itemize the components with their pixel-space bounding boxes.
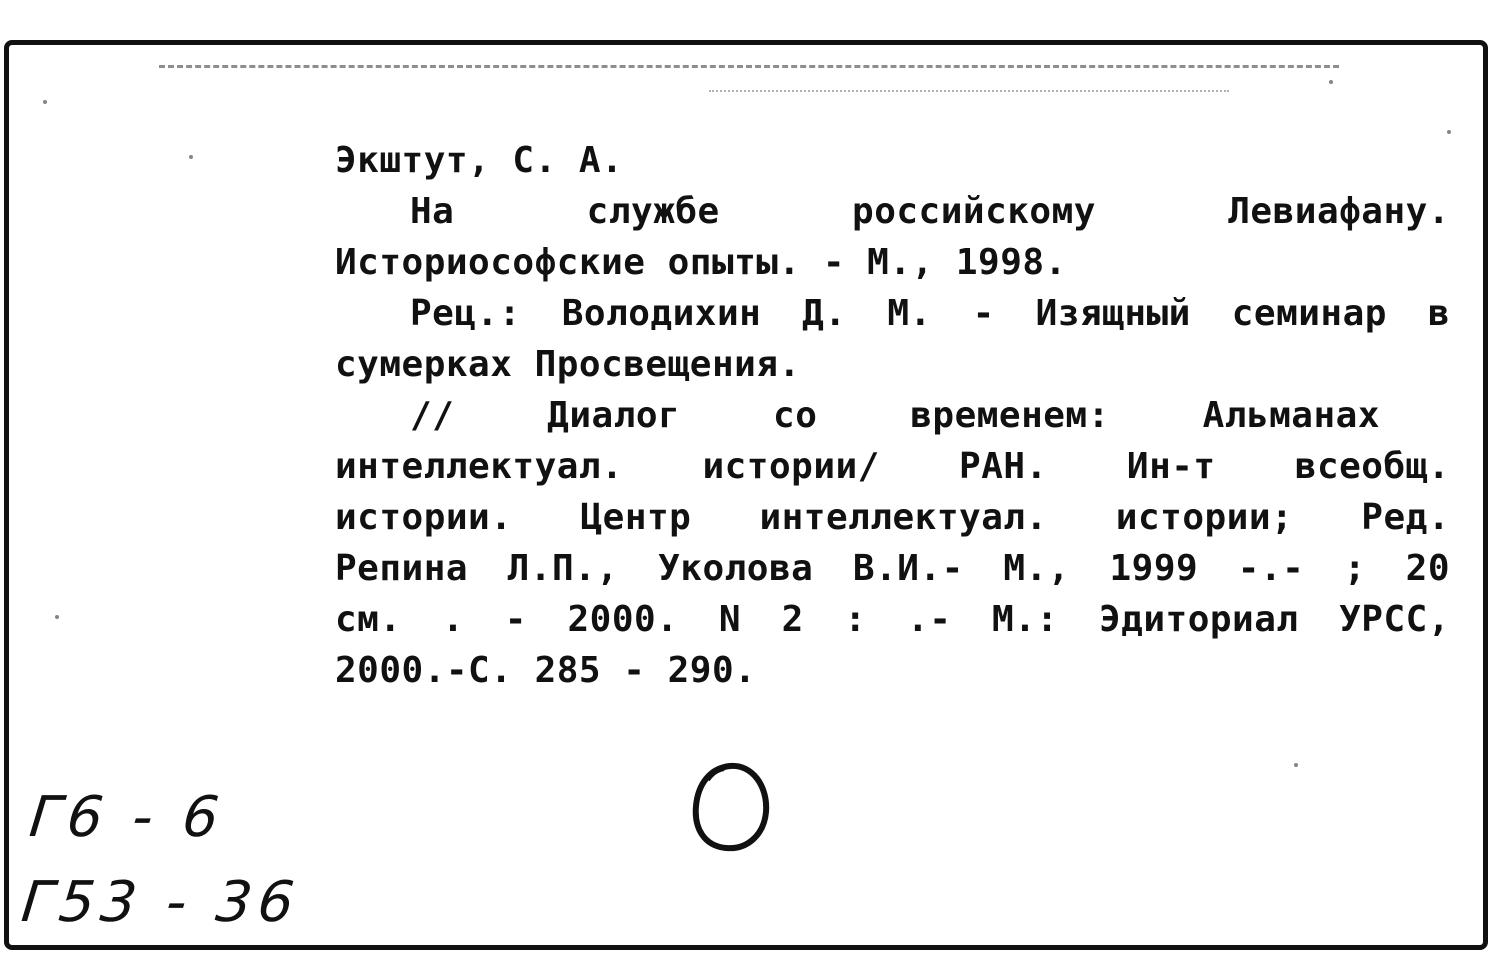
review-line-1: Рец.: Володихин Д. М. - Изящный семинар в xyxy=(410,293,1450,334)
review-line-2: сумерках Просвещения. xyxy=(335,344,801,385)
scan-speck xyxy=(1294,763,1298,767)
author-line: Экштут, С. А. xyxy=(335,140,624,181)
scan-artifact-line xyxy=(159,65,1339,68)
punch-hole-icon xyxy=(690,760,770,852)
source-line-4: Репина Л.П., Уколова В.И.- М., 1999 -.- ; 20 xyxy=(335,548,1450,589)
shelf-mark-2: Г53 - 36 xyxy=(18,870,303,935)
scan-speck xyxy=(189,155,193,159)
bibliographic-entry xyxy=(335,135,1450,696)
title-line-1: На службе российскому Левиафану. xyxy=(410,191,1450,232)
scan-speck xyxy=(1447,130,1451,134)
scan-artifact-line xyxy=(709,90,1229,92)
source-line-2: интеллектуал. истории/ РАН. Ин-т всеобщ. xyxy=(335,446,1450,487)
source-line-6: 2000.-С. 285 - 290. xyxy=(335,650,757,691)
title-line-2: Историософские опыты. - М., 1998. xyxy=(335,242,1067,283)
scan-speck xyxy=(1329,80,1333,84)
shelf-mark-1: Г6 - 6 xyxy=(26,785,228,850)
scan-speck xyxy=(43,100,47,104)
scan-speck xyxy=(55,615,59,619)
source-line-3: истории. Центр интеллектуал. истории; Ред. xyxy=(335,497,1450,538)
source-line-5: см. . - 2000. N 2 : .- М.: Эдиториал УРСС, xyxy=(335,599,1450,640)
source-line-1: // Диалог со временем: Альманах xyxy=(410,395,1380,436)
